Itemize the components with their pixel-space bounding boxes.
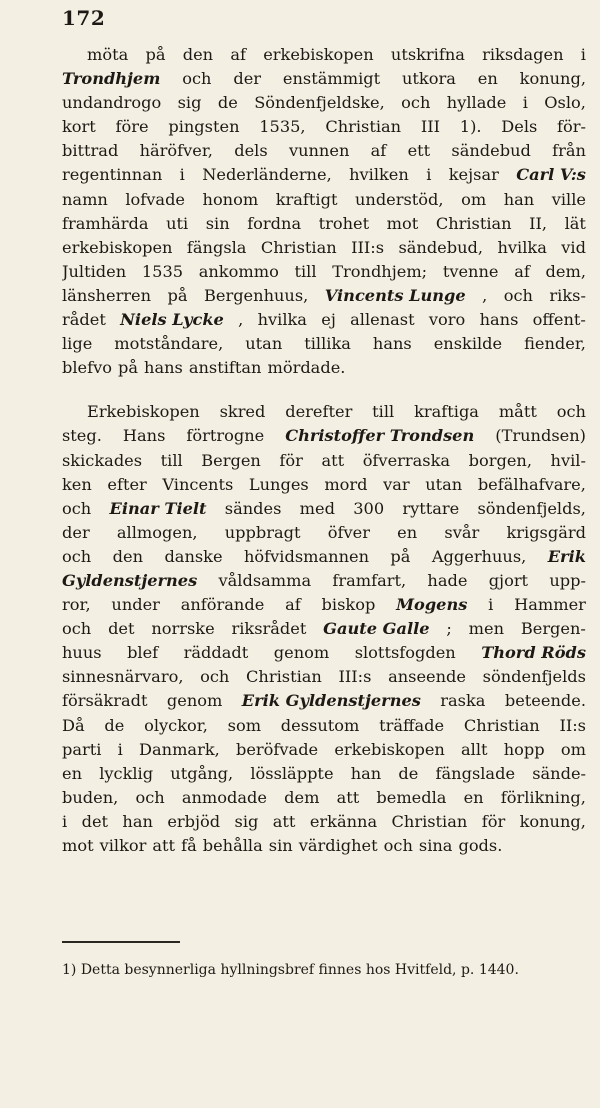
text-line (62, 617, 586, 641)
text-line (62, 545, 586, 569)
word: ej (321, 310, 336, 330)
proper-name: Gyldenstjernes (62, 570, 198, 590)
word: och (556, 402, 586, 422)
word: det (81, 811, 109, 831)
word: erkebiskopen (62, 237, 173, 257)
word: blef (127, 643, 159, 663)
word: III (420, 117, 441, 137)
word: upp- (549, 570, 586, 590)
word: biskop (321, 595, 376, 615)
text-line (62, 284, 586, 308)
word: han (503, 189, 535, 209)
word: sändebud (451, 141, 531, 161)
word: under (111, 595, 160, 615)
word: II, (529, 213, 548, 233)
text-line (62, 641, 586, 665)
word: slottsfogden (354, 643, 456, 663)
text-line (62, 212, 586, 236)
proper-name: Thord Röds (481, 643, 586, 663)
word: möta (87, 45, 129, 64)
word: krigsgärd (506, 522, 586, 542)
word: (Trundsen) (495, 426, 586, 446)
word: Aggerhuus, (431, 546, 527, 566)
word: framhärda (62, 213, 149, 233)
word: af (230, 45, 246, 64)
word: dessutom (280, 715, 360, 735)
word: hyllade (446, 93, 507, 113)
word: lät (564, 213, 586, 233)
word: och (62, 498, 92, 518)
text-line (62, 139, 586, 163)
text-line (62, 260, 586, 284)
word: hvilka (257, 310, 307, 330)
text-line (62, 163, 586, 187)
word: i (117, 739, 123, 759)
word: vunnen (288, 141, 350, 161)
word: söndenfjelds (482, 667, 586, 687)
word: fordna (247, 213, 302, 233)
word: huus (62, 643, 102, 663)
word: förlikning, (500, 787, 586, 807)
word: ett (407, 141, 431, 161)
word: enstämmigt (282, 69, 381, 89)
word: sändes (224, 498, 282, 518)
page-number: 172 (62, 6, 106, 30)
word: Lunges (248, 474, 309, 494)
word: anmodade (181, 787, 267, 807)
word: räddadt (183, 643, 249, 663)
word: lycklig (99, 763, 154, 783)
word: Christian (325, 117, 402, 137)
paragraph-gap (62, 380, 586, 400)
word: behålla (202, 836, 263, 855)
word: hvilka (497, 237, 547, 257)
word: af (285, 595, 301, 615)
word: de (217, 93, 238, 113)
word: på (167, 285, 188, 305)
word: det (108, 619, 135, 639)
word: hade (427, 570, 468, 590)
word: få (181, 836, 197, 855)
text-line (62, 593, 586, 617)
footnote: 1) Detta besynnerliga hyllningsbref finnes hos Hvitfeld, p. 1440. (62, 962, 519, 978)
word: en (477, 69, 498, 89)
word: han (122, 811, 153, 831)
proper-name: Trondhjem (62, 69, 161, 89)
text-line (62, 356, 586, 380)
text-line (62, 473, 586, 497)
text-line (62, 714, 586, 738)
word: , (482, 285, 488, 305)
word: erkänna (309, 811, 378, 831)
word: sig (234, 811, 259, 831)
word: värdighet (298, 836, 378, 855)
body-text (62, 43, 586, 858)
word: trohet (318, 213, 370, 233)
word: hans (479, 310, 519, 330)
word: höfvidsmannen (243, 546, 369, 566)
word: erkebiskopen (263, 45, 374, 64)
word: försäkradt (62, 691, 148, 711)
word: hans (372, 334, 412, 354)
word: honom (202, 189, 259, 209)
text-line (62, 115, 586, 139)
word: bemedla (376, 787, 447, 807)
word: sina (418, 836, 453, 855)
text-line (62, 91, 586, 115)
text-line (62, 569, 586, 593)
word: förtrogne (186, 426, 265, 446)
word: Hammer (514, 595, 586, 615)
word: genom (166, 691, 223, 711)
text-line (62, 308, 586, 332)
word: uppbragt (224, 522, 301, 542)
word: för- (557, 117, 586, 137)
word: riksrådet (231, 619, 307, 639)
word: som (227, 715, 262, 735)
word: fängslade (435, 763, 516, 783)
word: öfverraska (362, 450, 451, 470)
word: vilkor (99, 836, 147, 855)
word: ryttare (402, 498, 460, 518)
text-line (62, 497, 586, 521)
word: den (112, 546, 144, 566)
word: rådet (62, 310, 106, 330)
word: han (350, 763, 382, 783)
word: allmogen, (116, 522, 198, 542)
word: att (272, 811, 296, 831)
word: borgen, (468, 450, 532, 470)
word: fiender, (524, 334, 586, 354)
text-line (62, 762, 586, 786)
word: , (238, 310, 244, 330)
proper-name: Mogens (396, 595, 468, 615)
word: lössläppte (250, 763, 334, 783)
word: beteende. (504, 691, 586, 711)
word: i (522, 93, 528, 113)
word: dem (284, 787, 320, 807)
proper-name: Erik Gyldenstjernes (241, 691, 421, 711)
word: var (383, 474, 410, 494)
word: sände- (532, 763, 586, 783)
word: Christian (463, 715, 540, 735)
word: allt (461, 739, 488, 759)
proper-name: Erik (547, 546, 586, 566)
word: om (560, 739, 586, 759)
word: Söndenfjeldske, (254, 93, 385, 113)
word: utskrifna (390, 45, 465, 64)
word: och (503, 285, 533, 305)
word: hans (144, 358, 183, 378)
word: mord (324, 474, 368, 494)
word: från (552, 141, 586, 161)
word: sändebud, (398, 237, 484, 257)
word: befälhafvare, (477, 474, 586, 494)
word: på (118, 358, 139, 378)
word: pingsten (168, 117, 240, 137)
word: utan (245, 334, 283, 354)
word: regentinnan (62, 165, 163, 185)
proper-name: Niels Lycke (120, 310, 224, 330)
word: sin (268, 836, 293, 855)
word: kort (62, 117, 96, 137)
word: fängsla (186, 237, 247, 257)
proper-name: Carl V:s (516, 165, 586, 185)
word: våldsamma (218, 570, 312, 590)
word: på (145, 45, 166, 64)
word: erbjöd (167, 811, 221, 831)
word: lige (62, 334, 93, 354)
word: häröfver, (139, 141, 213, 161)
text-line (62, 689, 586, 713)
word: blefvo (62, 358, 113, 378)
word: att (321, 450, 345, 470)
word: Christian (246, 667, 322, 687)
word: en (62, 763, 83, 783)
text-line (62, 332, 586, 356)
word: Bergen- (520, 619, 586, 639)
word: erkebiskopen (334, 739, 445, 759)
word: i (488, 595, 494, 615)
word: i (426, 165, 432, 185)
word: ken (62, 474, 92, 494)
text-line (62, 188, 586, 212)
word: af (370, 141, 387, 161)
word: en (463, 787, 484, 807)
word: kejsar (448, 165, 499, 185)
word: offent- (532, 310, 586, 330)
word: ville (551, 189, 586, 209)
word: raska (440, 691, 486, 711)
word: olyckor, (144, 715, 208, 735)
word: Oslo, (544, 93, 586, 113)
word: Christian (435, 213, 512, 233)
word: tvenne (442, 261, 499, 281)
word: ; (446, 619, 452, 639)
word: och (62, 546, 92, 566)
word: till (160, 450, 183, 470)
text-line (62, 738, 586, 762)
word: undandrogo (62, 93, 162, 113)
word: lofvade (125, 189, 186, 209)
proper-name: Gaute Galle (323, 619, 430, 639)
word: i (179, 165, 185, 185)
word: genom (273, 643, 330, 663)
word: understöd, (354, 189, 444, 209)
word: till (294, 261, 317, 281)
text-line (62, 400, 586, 424)
word: skickades (62, 450, 143, 470)
text-line (62, 521, 586, 545)
word: hvil- (550, 450, 586, 470)
text-line (62, 834, 586, 858)
word: Dels (501, 117, 538, 137)
word: ror, (62, 595, 91, 615)
word: efter (107, 474, 147, 494)
word: att (336, 787, 360, 807)
word: motståndare, (114, 334, 224, 354)
word: riksdagen (482, 45, 564, 64)
word: beröfvade (235, 739, 319, 759)
word: norrske (151, 619, 215, 639)
word: konung, (519, 69, 586, 89)
word: mot (386, 213, 419, 233)
word: före (115, 117, 149, 137)
word: de (398, 763, 419, 783)
word: Christian (260, 237, 337, 257)
word: Jultiden (62, 261, 127, 281)
word: sig (177, 93, 202, 113)
word: bittrad (62, 141, 119, 161)
text-line (62, 236, 586, 260)
word: uti (166, 213, 189, 233)
word: utan (425, 474, 463, 494)
word: utgång, (170, 763, 234, 783)
word: svår (444, 522, 480, 542)
word: buden, (62, 787, 119, 807)
word: att (152, 836, 176, 855)
word: och (135, 787, 165, 807)
word: mot (62, 836, 94, 855)
word: dem, (545, 261, 586, 281)
word: länsherren (62, 285, 152, 305)
paragraph-2 (62, 400, 586, 858)
paragraph-1 (62, 43, 586, 380)
proper-name: Christoffer Trondsen (285, 426, 475, 446)
word: träffade (379, 715, 445, 735)
word: Nederländerne, (202, 165, 332, 185)
footnote-rule (62, 941, 180, 943)
word: konung, (519, 811, 586, 831)
word: till (372, 402, 395, 422)
text-line (62, 424, 586, 448)
word: voro (428, 310, 466, 330)
word: Bergenhuus, (203, 285, 309, 305)
word: vid (561, 237, 586, 257)
word: anseende (388, 667, 467, 687)
word: 1535, (259, 117, 306, 137)
word: skred (219, 402, 266, 422)
word: gjort (488, 570, 529, 590)
text-line (62, 43, 586, 67)
word: om (461, 189, 487, 209)
word: 300 (353, 498, 385, 518)
word: Erkebiskopen (87, 402, 200, 422)
word: de (104, 715, 125, 735)
word: sinnesnärvaro, (62, 667, 184, 687)
word: dels (234, 141, 268, 161)
word: af (514, 261, 530, 281)
word: parti (62, 739, 102, 759)
word: anförande (180, 595, 265, 615)
text-line (62, 665, 586, 689)
word: söndenfjelds, (477, 498, 586, 518)
word: enskilde (433, 334, 503, 354)
word: 1). (459, 117, 482, 137)
word: kraftiga (414, 402, 479, 422)
word: II:s (559, 715, 586, 735)
word: steg. (62, 426, 102, 446)
word: der (233, 69, 262, 89)
word: hopp (503, 739, 545, 759)
word: för (279, 450, 303, 470)
word: framfart, (332, 570, 407, 590)
word: kraftigt (275, 189, 338, 209)
text-line (62, 449, 586, 473)
proper-name: Vincents Lunge (324, 285, 466, 305)
word: på (390, 546, 411, 566)
word: i (62, 811, 68, 831)
word: 1535 (141, 261, 184, 281)
word: III:s (338, 667, 372, 687)
word: Christian (391, 811, 468, 831)
word: Bergen (201, 450, 261, 470)
word: derefter (285, 402, 353, 422)
text-line (62, 810, 586, 834)
word: för (481, 811, 506, 831)
word: Då (62, 715, 85, 735)
word: sin (205, 213, 230, 233)
word: namn (62, 189, 108, 209)
word: den (182, 45, 214, 64)
word: med (299, 498, 335, 518)
word: och (62, 619, 92, 639)
word: tillika (304, 334, 351, 354)
word: i (580, 45, 586, 64)
word: Vincents (162, 474, 234, 494)
word: hvilken (349, 165, 409, 185)
text-line (62, 67, 586, 91)
word: der (62, 522, 90, 542)
proper-name: Einar Tielt (109, 498, 207, 518)
word: en (397, 522, 418, 542)
word: och (200, 667, 230, 687)
word: anstiftan (188, 358, 262, 378)
word: III:s (351, 237, 385, 257)
word: ankommo (198, 261, 279, 281)
word: och (401, 93, 431, 113)
text-line (62, 786, 586, 810)
word: och (383, 836, 413, 855)
word: mått (498, 402, 537, 422)
word: riks- (549, 285, 586, 305)
word: öfver (327, 522, 370, 542)
word: utkora (402, 69, 456, 89)
word: Danmark, (139, 739, 220, 759)
word: mördade. (267, 358, 346, 378)
word: men (468, 619, 505, 639)
word: Hans (122, 426, 166, 446)
word: allenast (350, 310, 415, 330)
word: och (182, 69, 212, 89)
word: danske (164, 546, 223, 566)
word: Trondhjem; (332, 261, 428, 281)
word: gods. (458, 836, 503, 855)
